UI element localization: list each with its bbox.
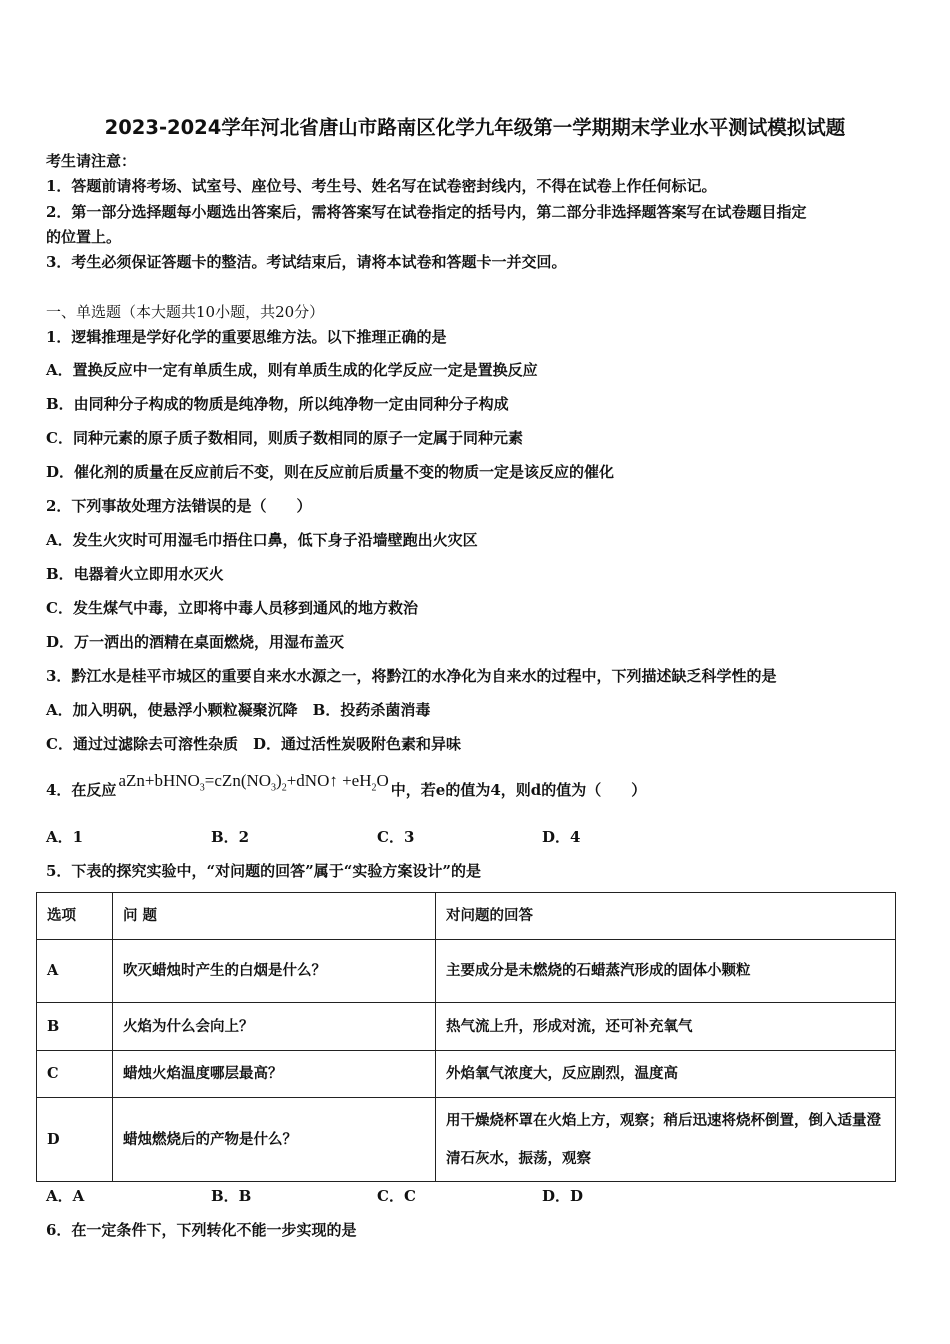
q5-option-b: B．B: [211, 1187, 252, 1205]
table-cell: C: [37, 1051, 113, 1098]
notice-item-3: 3．考生必须保证答题卡的整洁。考试结束后，请将本试卷和答题卡一并交回。: [46, 253, 567, 271]
q4-formula: $aZn+bHNO_3=cZn(NO_3)_2+dNO↑ +eH_2O$: [118, 771, 389, 794]
q2-option-d: D．万一洒出的酒精在桌面燃烧，用湿布盖灭: [46, 633, 345, 651]
q4-prefix: 4．在反应: [46, 781, 117, 799]
table-cell: B: [37, 1003, 113, 1051]
q3-options-ab: A．加入明矾，使悬浮小颗粒凝聚沉降 B．投药杀菌消毒: [46, 701, 431, 719]
q4-option-c: C．3: [377, 828, 415, 846]
notice-item-2: 2．第一部分选择题每小题选出答案后，需将答案写在试卷指定的括号内，第二部分非选择题答案写在试卷题目指定: [46, 203, 807, 221]
q4-option-d: D．4: [542, 828, 581, 846]
q4-option-b: B．2: [211, 828, 250, 846]
q6-stem: 6．在一定条件下，下列转化不能一步实现的是: [46, 1221, 357, 1239]
q1-option-a: A．置换反应中一定有单质生成，则有单质生成的化学反应一定是置换反应: [46, 361, 538, 379]
table-cell: 吹灭蜡烛时产生的白烟是什么？: [113, 940, 436, 1003]
table-cell: 外焰氧气浓度大，反应剧烈，温度高: [436, 1051, 896, 1098]
table-header-cell: 对问题的回答: [436, 893, 896, 940]
table-header-cell: 问 题: [113, 893, 436, 940]
q4-stem: [46, 771, 647, 807]
table-cell: D: [37, 1098, 113, 1182]
table-row: [37, 1051, 896, 1098]
table-cell: 蜡烛火焰温度哪层最高？: [113, 1051, 436, 1098]
notice-heading: 考生请注意：: [46, 152, 137, 170]
table-row: [37, 1003, 896, 1051]
table-header-row: [37, 893, 896, 940]
notice-item-2-cont: 的位置上。: [46, 228, 122, 246]
q3-options-cd: C．通过过滤除去可溶性杂质 D．通过活性炭吸附色素和异味: [46, 735, 461, 753]
page-title: 2023-2024学年河北省唐山市路南区化学九年级第一学期期末学业水平测试模拟试题: [104, 116, 846, 139]
q1-stem: 1．逻辑推理是学好化学的重要思维方法。以下推理正确的是: [46, 328, 447, 346]
table-cell: 用干燥烧杯罩在火焰上方，观察；稍后迅速将烧杯倒置，倒入适量澄清石灰水，振荡，观察: [436, 1098, 896, 1182]
table-header-cell: 选项: [37, 893, 113, 940]
q5-option-a: A．A: [46, 1187, 85, 1205]
table-cell: 火焰为什么会向上？: [113, 1003, 436, 1051]
q3-stem: 3．黔江水是桂平市城区的重要自来水水源之一，将黔江的水净化为自来水的过程中，下列描述缺乏科学性的是: [46, 667, 777, 685]
q4-suffix: 中，若e的值为4，则d的值为（ ）: [390, 781, 647, 799]
q5-stem: 5．下表的探究实验中，“对问题的回答”属于“实验方案设计”的是: [46, 862, 481, 880]
q2-option-a: A．发生火灾时可用湿毛巾捂住口鼻，低下身子沿墙壁跑出火灾区: [46, 531, 478, 549]
q1-option-d: D．催化剂的质量在反应前后不变，则在反应前后质量不变的物质一定是该反应的催化: [46, 463, 615, 481]
table-cell: 热气流上升，形成对流，还可补充氧气: [436, 1003, 896, 1051]
table-cell: 主要成分是未燃烧的石蜡蒸汽形成的固体小颗粒: [436, 940, 896, 1003]
q2-option-b: B．电器着火立即用水灭火: [46, 565, 224, 583]
section-heading: 一、单选题（本大题共10小题，共20分）: [46, 303, 325, 321]
table-row: [37, 1098, 896, 1182]
q5-option-c: C．C: [377, 1187, 416, 1205]
notice-item-1: 1．答题前请将考场、试室号、座位号、考生号、姓名写在试卷密封线内，不得在试卷上作任何标记。: [46, 177, 717, 195]
q5-table: [36, 892, 896, 1182]
q5-option-d: D．D: [542, 1187, 584, 1205]
q1-option-c: C．同种元素的原子质子数相同，则质子数相同的原子一定属于同种元素: [46, 429, 523, 447]
q4-option-a: A．1: [46, 828, 84, 846]
q2-stem: 2．下列事故处理方法错误的是（ ）: [46, 497, 312, 515]
table-cell: A: [37, 940, 113, 1003]
q2-option-c: C．发生煤气中毒，立即将中毒人员移到通风的地方救治: [46, 599, 418, 617]
q1-option-b: B．由同种分子构成的物质是纯净物，所以纯净物一定由同种分子构成: [46, 395, 509, 413]
table-row: [37, 940, 896, 1003]
table-cell: 蜡烛燃烧后的产物是什么？: [113, 1098, 436, 1182]
